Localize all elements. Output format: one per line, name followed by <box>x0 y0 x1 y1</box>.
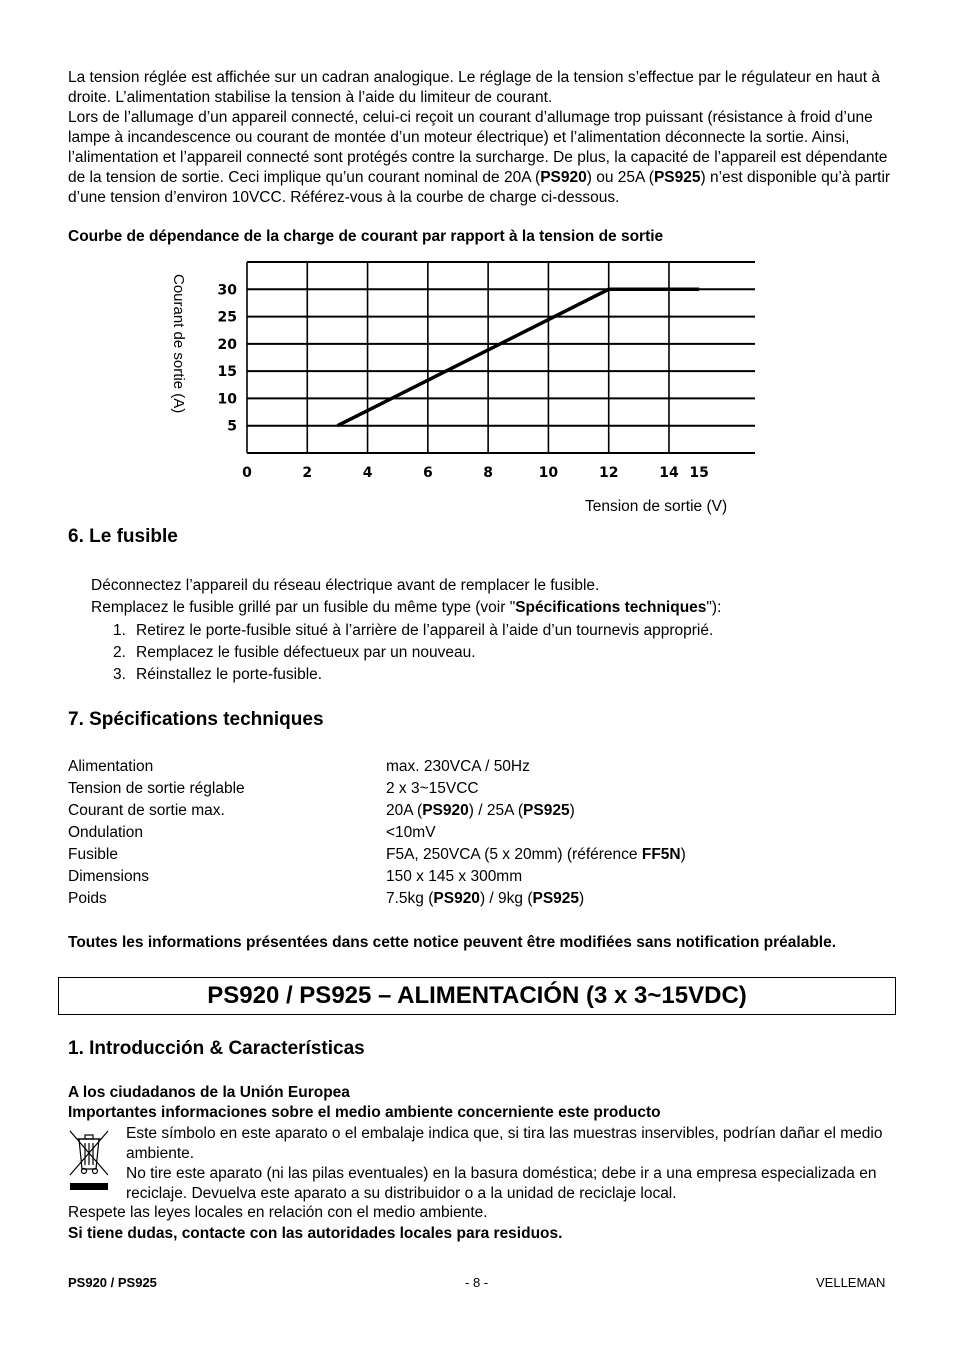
table-row <box>68 888 686 910</box>
load-curve-chart <box>160 252 760 522</box>
weee-paragraph-2: No tire este aparato (ni las pilas eventuales) en la basura doméstica; debe ir a una empresa especializada en reciclaje. Devuelva este aparato a su distribuidor o a la unidad de reciclaje local. <box>126 1165 877 1202</box>
y-tick-label: 20 <box>217 336 237 353</box>
spec-value <box>386 888 584 910</box>
y-tick-label: 10 <box>217 391 237 408</box>
spec-value: max. 230VCA / 50Hz <box>386 758 530 775</box>
environment-heading: Importantes informaciones sobre el medio ambiente concerniente este producto <box>68 1104 661 1121</box>
x-tick-label: 10 <box>538 465 559 481</box>
model-ps925: PS925 <box>523 802 570 819</box>
step-number: 1. <box>113 622 126 639</box>
step-text: Retirez le porte-fusible situé à l’arrière de l’appareil à l’aide d’un tournevis approprié. <box>136 622 714 639</box>
x-tick-label: 14 <box>659 465 679 481</box>
y-tick-label: 30 <box>217 282 237 299</box>
intro-text <box>68 68 898 208</box>
y-tick-label: 5 <box>227 418 237 435</box>
x-tick-label: 8 <box>483 465 494 481</box>
intro-text-part: ) ou 25A ( <box>586 169 654 186</box>
x-tick-label: 4 <box>362 465 373 481</box>
step-text: Réinstallez le porte-fusible. <box>136 666 323 683</box>
weee-paragraph-1: Este símbolo en este aparato o el embalaje indica que, si tira las muestras inservibles, podrían dañar el medio ambiente. <box>126 1125 883 1162</box>
spec-value-part: ) / 25A ( <box>468 802 524 819</box>
section-7-heading: 7. Spécifications techniques <box>68 709 324 730</box>
spec-key: Ondulation <box>68 824 143 841</box>
fuse-text-part: "): <box>706 599 722 616</box>
spec-key: Alimentation <box>68 758 154 775</box>
spec-value: <10mV <box>386 824 436 841</box>
table-row <box>68 866 686 888</box>
spec-key: Fusible <box>68 846 118 863</box>
model-ps920: PS920 <box>422 802 469 819</box>
chart-x-axis-label: Tension de sortie (V) <box>585 498 728 515</box>
footer-brand: VELLEMAN <box>816 1275 886 1290</box>
step-text: Remplacez le fusible défectueux par un nouveau. <box>136 644 476 661</box>
spec-value: 150 x 145 x 300mm <box>386 868 523 885</box>
table-row <box>68 822 686 844</box>
footer-page-number: - 8 - <box>465 1275 489 1290</box>
spec-value-part: 7.5kg ( <box>386 890 434 907</box>
x-tick-label: 6 <box>422 465 433 481</box>
spec-table <box>68 756 686 910</box>
step-number: 3. <box>113 666 126 683</box>
spec-key: Courant de sortie max. <box>68 802 225 819</box>
x-tick-label: 12 <box>598 465 619 481</box>
x-tick-label: 15 <box>689 465 709 481</box>
y-tick-label: 15 <box>217 364 237 381</box>
footer-model: PS920 / PS925 <box>68 1275 157 1290</box>
weee-notice <box>126 1124 886 1204</box>
model-ps920: PS920 <box>540 169 587 186</box>
table-row <box>68 844 686 866</box>
y-tick-label: 25 <box>217 309 237 326</box>
local-laws-text: Respete las leyes locales en relación con el medio ambiente. <box>68 1204 488 1221</box>
list-item <box>91 664 713 686</box>
table-row <box>68 800 686 822</box>
x-tick-label: 0 <box>242 465 252 481</box>
list-item <box>91 642 713 664</box>
x-tick-label: 2 <box>302 465 313 481</box>
table-row <box>68 778 686 800</box>
contact-authorities-text: Si tiene dudas, contacte con las autoridades locales para residuos. <box>68 1225 563 1242</box>
spanish-section-1-heading: 1. Introducción & Características <box>68 1038 365 1059</box>
eu-heading: A los ciudadanos de la Unión Europea <box>68 1084 350 1101</box>
spec-key: Dimensions <box>68 868 149 885</box>
spec-value: 2 x 3~15VCC <box>386 780 479 797</box>
fuse-text-part: Remplacez le fusible grillé par un fusible du même type (voir " <box>91 599 516 616</box>
model-ps925: PS925 <box>532 890 580 907</box>
fuse-reference: FF5N <box>641 846 681 863</box>
spec-value <box>386 800 575 822</box>
load-curve-line <box>337 289 699 425</box>
model-ps925: PS925 <box>653 169 701 186</box>
spanish-title-box: PS920 / PS925 – ALIMENTACIÓN (3 x 3~15VDC) <box>58 977 896 1015</box>
intro-text-part: ) n’est disponible qu’à partir d’une tension d’environ 10VCC. Référez-vous à la courbe de charge ci-dessous. <box>68 169 891 206</box>
table-row <box>68 756 686 778</box>
spec-reference: Spécifications techniques <box>515 599 707 616</box>
intro-paragraph-2 <box>68 108 898 208</box>
weee-bin-icon <box>68 1127 112 1193</box>
model-ps920: PS920 <box>433 890 480 907</box>
chart-caption: Courbe de dépendance de la charge de courant par rapport à la tension de sortie <box>68 228 664 245</box>
spec-value-part: 20A ( <box>386 802 423 819</box>
spec-value-part: ) <box>579 890 585 907</box>
spec-value-part: ) / 9kg ( <box>479 890 533 907</box>
fuse-steps-list <box>91 620 713 686</box>
fuse-paragraph-1: Déconnectez l’appareil du réseau électrique avant de remplacer le fusible. <box>91 577 600 594</box>
spec-value-part: ) <box>680 846 686 863</box>
fuse-paragraph-2 <box>91 597 911 619</box>
spec-value-part: ) <box>569 802 575 819</box>
step-number: 2. <box>113 644 126 661</box>
list-item <box>91 620 713 642</box>
spec-value <box>386 844 686 866</box>
intro-paragraph-1: La tension réglée est affichée sur un cadran analogique. Le réglage de la tension s’effectue par le régulateur en haut à droite. L’alimentation stabilise la tension à l’aide du limiteur de courant. <box>68 69 881 106</box>
spec-value-part: F5A, 250VCA (5 x 20mm) (référence <box>386 846 642 863</box>
section-6-heading: 6. Le fusible <box>68 526 178 547</box>
spec-key: Tension de sortie réglable <box>68 780 245 797</box>
change-notice: Toutes les informations présentées dans cette notice peuvent être modifiées sans notification préalable. <box>68 934 837 951</box>
intro-text-part: Lors de l’allumage d’un appareil connecté, celui-ci reçoit un courant d’allumage trop puissant (résistance à froid d’une lampe à incandescence ou courant de montée d’un moteur électrique) et l’alimentation déconnecte la sortie. Ainsi, l’alimentation et l’appareil connecté sont protégés contre la surcharge. De plus, la capacité de l’appareil est dépendante de la tension de sortie. Ceci implique qu’un courant nominal de 20A ( <box>68 109 888 186</box>
y-axis-label-text: Courant de sortie (A) <box>170 274 187 414</box>
fuse-instructions <box>91 575 911 619</box>
spec-key: Poids <box>68 890 107 907</box>
